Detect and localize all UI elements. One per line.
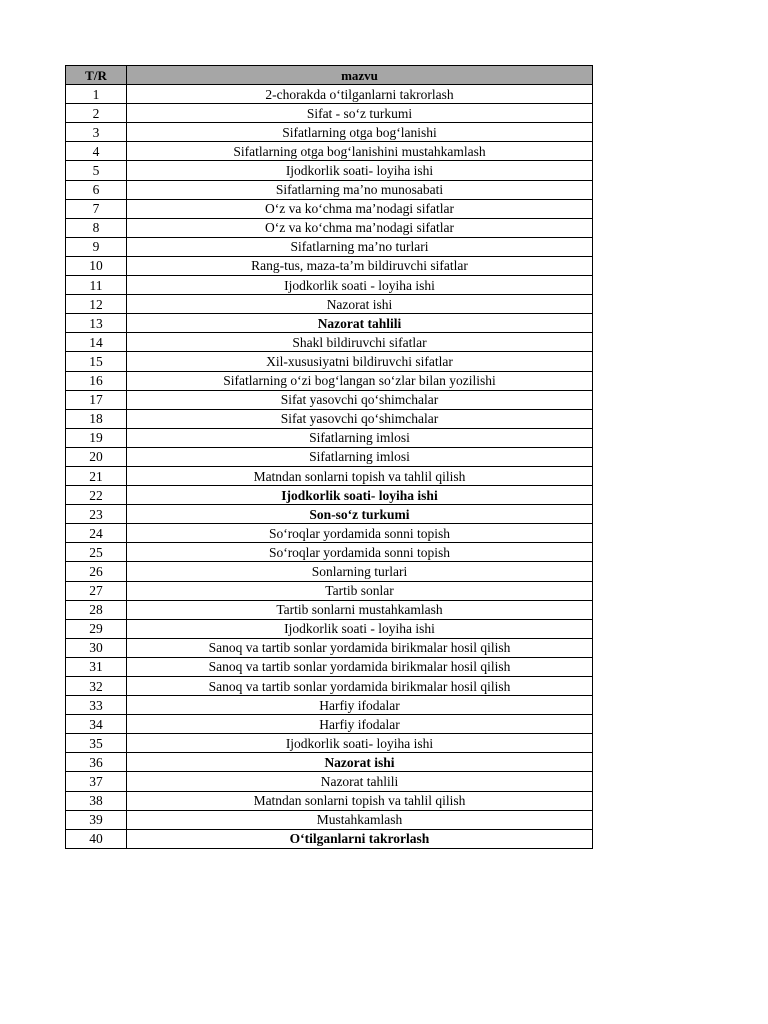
table-row xyxy=(66,256,593,275)
row-number: 7 xyxy=(66,199,127,218)
table-row xyxy=(66,295,593,314)
table-row xyxy=(66,677,593,696)
row-topic: Xil-xususiyatni bildiruvchi sifatlar xyxy=(127,352,593,371)
table-row xyxy=(66,333,593,352)
row-topic: Sifat - so‘z turkumi xyxy=(127,104,593,123)
table-row xyxy=(66,486,593,505)
row-topic: Ijodkorlik soati - loyiha ishi xyxy=(127,276,593,295)
lesson-plan-table xyxy=(65,65,593,849)
table-row xyxy=(66,352,593,371)
row-topic: Rang-tus, maza-ta’m bildiruvchi sifatlar xyxy=(127,256,593,275)
row-topic: 2-chorakda o‘tilganlarni takrorlash xyxy=(127,85,593,104)
row-number: 10 xyxy=(66,256,127,275)
header-topic: mazvu xyxy=(127,66,593,85)
row-number: 11 xyxy=(66,276,127,295)
row-number: 36 xyxy=(66,753,127,772)
header-row xyxy=(66,66,593,85)
row-number: 31 xyxy=(66,657,127,676)
table-row xyxy=(66,600,593,619)
row-number: 24 xyxy=(66,524,127,543)
row-topic: Matndan sonlarni topish va tahlil qilish xyxy=(127,791,593,810)
row-topic: O‘tilganlarni takrorlash xyxy=(127,829,593,848)
row-number: 39 xyxy=(66,810,127,829)
table-row xyxy=(66,753,593,772)
table-row xyxy=(66,371,593,390)
row-topic: Harfiy ifodalar xyxy=(127,696,593,715)
row-number: 20 xyxy=(66,447,127,466)
table-body xyxy=(66,85,593,849)
row-topic: Sifatlarning imlosi xyxy=(127,428,593,447)
row-topic: Ijodkorlik soati- loyiha ishi xyxy=(127,486,593,505)
row-topic: Nazorat tahlili xyxy=(127,314,593,333)
table-row xyxy=(66,466,593,485)
table-row xyxy=(66,638,593,657)
row-number: 29 xyxy=(66,619,127,638)
table-row xyxy=(66,657,593,676)
row-number: 13 xyxy=(66,314,127,333)
table-row xyxy=(66,218,593,237)
row-number: 3 xyxy=(66,123,127,142)
row-number: 23 xyxy=(66,505,127,524)
table-row xyxy=(66,390,593,409)
table-row xyxy=(66,409,593,428)
row-topic: Sanoq va tartib sonlar yordamida birikmalar hosil qilish xyxy=(127,638,593,657)
table-row xyxy=(66,161,593,180)
row-topic: Shakl bildiruvchi sifatlar xyxy=(127,333,593,352)
row-topic: So‘roqlar yordamida sonni topish xyxy=(127,524,593,543)
table-row xyxy=(66,829,593,848)
row-topic: Tartib sonlarni mustahkamlash xyxy=(127,600,593,619)
header-number: T/R xyxy=(66,66,127,85)
table-row xyxy=(66,237,593,256)
row-number: 40 xyxy=(66,829,127,848)
row-number: 21 xyxy=(66,466,127,485)
row-topic: Sifatlarning imlosi xyxy=(127,447,593,466)
table-row xyxy=(66,142,593,161)
row-number: 38 xyxy=(66,791,127,810)
table-row xyxy=(66,276,593,295)
table-row xyxy=(66,791,593,810)
row-number: 26 xyxy=(66,562,127,581)
table-row xyxy=(66,696,593,715)
table-row xyxy=(66,85,593,104)
row-topic: Sifat yasovchi qo‘shimchalar xyxy=(127,409,593,428)
row-topic: Sifat yasovchi qo‘shimchalar xyxy=(127,390,593,409)
row-topic: Nazorat ishi xyxy=(127,295,593,314)
row-topic: Sifatlarning ma’no turlari xyxy=(127,237,593,256)
row-topic: Nazorat tahlili xyxy=(127,772,593,791)
table-row xyxy=(66,524,593,543)
table-row xyxy=(66,715,593,734)
row-topic: O‘z va ko‘chma ma’nodagi sifatlar xyxy=(127,218,593,237)
row-topic: O‘z va ko‘chma ma’nodagi sifatlar xyxy=(127,199,593,218)
table-row xyxy=(66,619,593,638)
row-number: 12 xyxy=(66,295,127,314)
table-row xyxy=(66,199,593,218)
row-number: 4 xyxy=(66,142,127,161)
row-topic: So‘roqlar yordamida sonni topish xyxy=(127,543,593,562)
row-number: 6 xyxy=(66,180,127,199)
row-topic: Harfiy ifodalar xyxy=(127,715,593,734)
row-topic: Tartib sonlar xyxy=(127,581,593,600)
row-number: 25 xyxy=(66,543,127,562)
row-number: 1 xyxy=(66,85,127,104)
row-number: 18 xyxy=(66,409,127,428)
row-number: 2 xyxy=(66,104,127,123)
row-number: 28 xyxy=(66,600,127,619)
row-topic: Matndan sonlarni topish va tahlil qilish xyxy=(127,466,593,485)
row-number: 33 xyxy=(66,696,127,715)
table-row xyxy=(66,581,593,600)
table-row xyxy=(66,543,593,562)
row-topic: Mustahkamlash xyxy=(127,810,593,829)
table-row xyxy=(66,428,593,447)
row-topic: Ijodkorlik soati- loyiha ishi xyxy=(127,161,593,180)
row-topic: Sanoq va tartib sonlar yordamida birikmalar hosil qilish xyxy=(127,677,593,696)
row-topic: Sifatlarning o‘zi bog‘langan so‘zlar bilan yozilishi xyxy=(127,371,593,390)
table-row xyxy=(66,314,593,333)
row-number: 30 xyxy=(66,638,127,657)
table-header xyxy=(66,66,593,85)
row-number: 15 xyxy=(66,352,127,371)
table-row xyxy=(66,562,593,581)
row-topic: Nazorat ishi xyxy=(127,753,593,772)
table-row xyxy=(66,104,593,123)
table-row xyxy=(66,505,593,524)
row-number: 27 xyxy=(66,581,127,600)
row-topic: Ijodkorlik soati- loyiha ishi xyxy=(127,734,593,753)
row-topic: Son-so‘z turkumi xyxy=(127,505,593,524)
row-number: 8 xyxy=(66,218,127,237)
table-row xyxy=(66,180,593,199)
table-row xyxy=(66,734,593,753)
row-number: 9 xyxy=(66,237,127,256)
row-number: 16 xyxy=(66,371,127,390)
table-row xyxy=(66,810,593,829)
row-topic: Sanoq va tartib sonlar yordamida birikmalar hosil qilish xyxy=(127,657,593,676)
row-number: 17 xyxy=(66,390,127,409)
row-number: 37 xyxy=(66,772,127,791)
table-row xyxy=(66,447,593,466)
row-number: 34 xyxy=(66,715,127,734)
row-number: 35 xyxy=(66,734,127,753)
table-row xyxy=(66,772,593,791)
row-number: 19 xyxy=(66,428,127,447)
row-number: 22 xyxy=(66,486,127,505)
row-topic: Sifatlarning otga bog‘lanishini mustahkamlash xyxy=(127,142,593,161)
row-topic: Ijodkorlik soati - loyiha ishi xyxy=(127,619,593,638)
row-number: 32 xyxy=(66,677,127,696)
row-topic: Sifatlarning ma’no munosabati xyxy=(127,180,593,199)
table-row xyxy=(66,123,593,142)
row-topic: Sonlarning turlari xyxy=(127,562,593,581)
row-number: 5 xyxy=(66,161,127,180)
row-number: 14 xyxy=(66,333,127,352)
row-topic: Sifatlarning otga bog‘lanishi xyxy=(127,123,593,142)
